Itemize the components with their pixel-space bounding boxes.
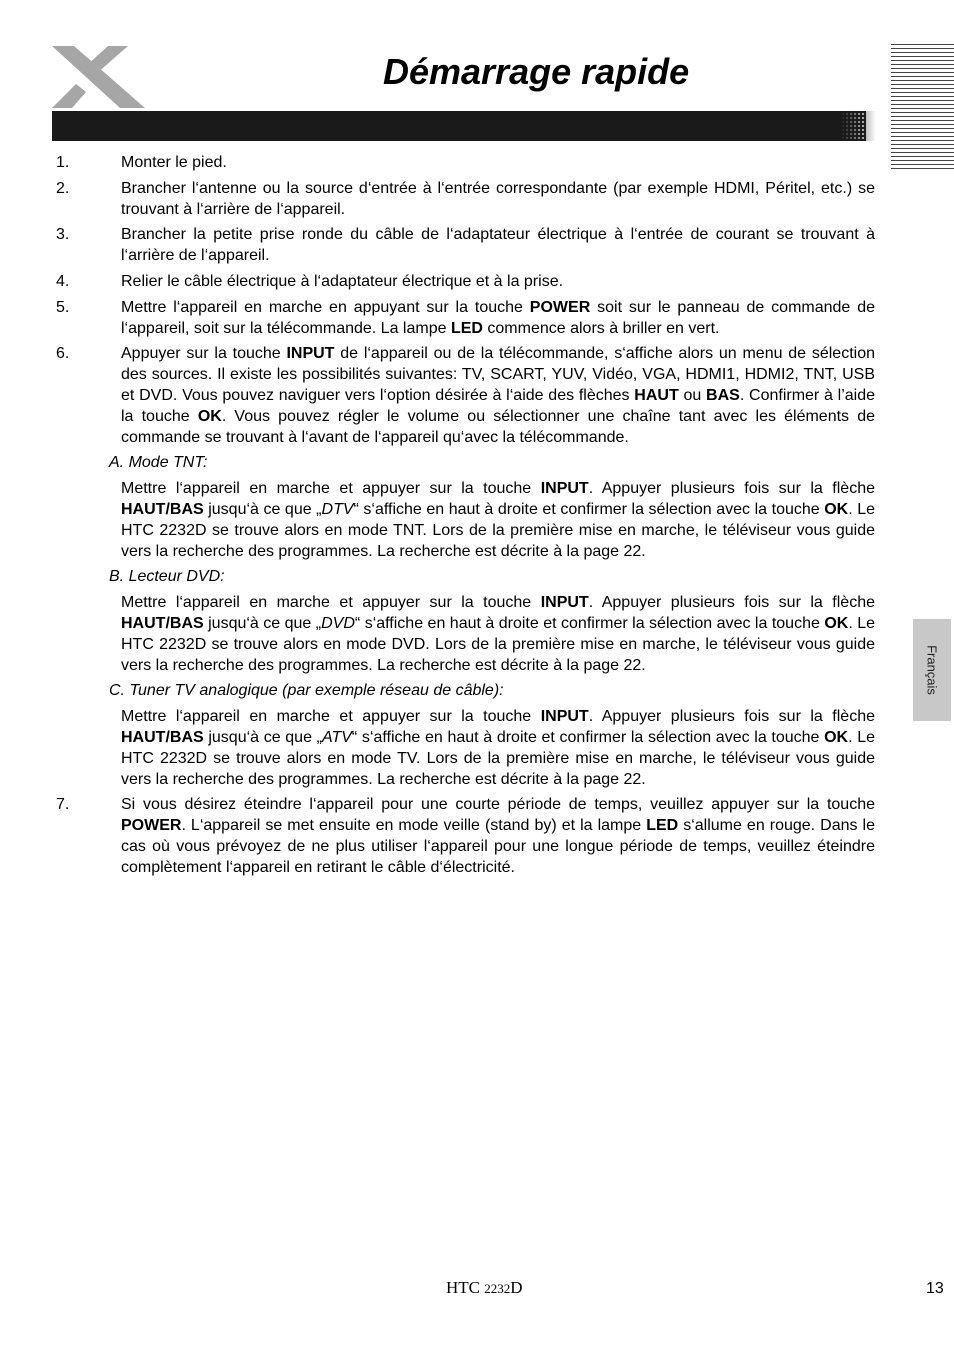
step-text: Monter le pied.	[121, 154, 227, 171]
mode-text-dvd: Mettre l‘appareil en marche et appuyer sur la touche INPUT. Appuyer plusieurs fois sur la flèche HAUT/BAS jusqu‘à ce que „DVD“ s‘affiche en haut à droite et confirmer la sélection avec la touche OK. Le HTC 2232D se trouve alors en mode DVD. Lors de la première mise en marche, le téléviseur vous guide vers la recherche des programmes. La recherche est décrite à la page 22.	[121, 594, 876, 674]
step-4	[56, 272, 875, 293]
step-3	[56, 225, 875, 267]
step-text: Relier le câble électrique à l‘adaptateur électrique et à la prise.	[121, 272, 564, 290]
step-number: 7.	[56, 796, 70, 814]
step-number: 6.	[56, 345, 70, 363]
mode-heading-dvd: B. Lecteur DVD:	[109, 568, 225, 586]
corner-stripes-decoration	[891, 44, 954, 172]
mode-text-tnt: Mettre l‘appareil en marche et appuyer sur la touche INPUT. Appuyer plusieurs fois sur la flèche HAUT/BAS jusqu‘à ce que „DTV“ s‘affiche en haut à droite et confirmer la sélection avec la touche OK. Le HTC 2232D se trouve alors en mode TNT. Lors de la première mise en marche, le téléviseur vous guide vers la recherche des programmes. La recherche est décrite à la page 22.	[121, 480, 876, 560]
step-text: Brancher la petite prise ronde du câble de l‘adaptateur électrique à l‘entrée de courant se trouvant à l‘arrière de l‘appareil.	[121, 226, 875, 265]
step-7	[56, 795, 875, 878]
step-6	[56, 344, 875, 448]
step-2	[56, 179, 875, 221]
page-number: 13	[926, 1280, 944, 1297]
step-number: 3.	[56, 226, 70, 244]
step-number: 5.	[56, 298, 70, 316]
brand-x-logo	[50, 44, 150, 110]
footer-model-name: HTC 2232D	[446, 1278, 523, 1297]
header-bar	[52, 111, 882, 141]
language-tab-label: Français	[924, 645, 940, 695]
step-number: 2.	[56, 179, 70, 197]
step-number: 4.	[56, 272, 70, 290]
language-tab	[913, 619, 951, 721]
mode-heading-analog-tv: C. Tuner TV analogique (par exemple réseau de câble):	[109, 682, 504, 700]
step-text: Brancher l‘antenne ou la source d‘entrée à l‘entrée correspondante (par exemple HDMI, Péritel, etc.) se trouvant à l‘arrière de l‘appareil.	[121, 179, 875, 218]
step-1	[56, 153, 875, 174]
step-text: Appuyer sur la touche INPUT de l‘appareil ou de la télécommande, s‘affiche alors un menu de sélection des sources. Il existe les possibilités suivantes: TV, SCART, YUV, Vidéo, VGA, HDMI1, HDMI2, TNT, USB et DVD. Vous pouvez naviguer vers l‘option désirée à l‘aide des flèches HAUT ou BAS. Confirmer à l’aide la touche OK. Vous pouvez régler le volume ou sélectionner une chaîne tant avec les éléments de commande se trouvant à l‘avant de l‘appareil qu‘avec la télécommande.	[121, 345, 876, 446]
step-text: Mettre l‘appareil en marche en appuyant sur la touche POWER soit sur le panneau de commande de l‘appareil, soit sur la télécommande. La lampe LED commence alors à briller en vert.	[121, 298, 876, 337]
header-bar-dither	[840, 111, 882, 141]
mode-heading-tnt: A. Mode TNT:	[109, 454, 208, 472]
step-5	[56, 298, 875, 340]
step-number: 1.	[56, 154, 70, 171]
page-title: Démarrage rapide	[383, 51, 690, 92]
step-text: Si vous désirez éteindre l‘appareil pour une courte période de temps, veuillez appuyer sur la touche POWER. L‘appareil se met ensuite en mode veille (stand by) et la lampe LED s‘allume en rouge. Dans le cas où vous prévoyez de ne plus utiliser l‘appareil pour une longue période de temps, veuillez éteindre complètement l‘appareil en retirant le câble d‘électricité.	[121, 796, 875, 876]
instructions-list	[56, 153, 875, 884]
mode-text-analog-tv: Mettre l‘appareil en marche et appuyer sur la touche INPUT. Appuyer plusieurs fois sur la flèche HAUT/BAS jusqu‘à ce que „ATV“ s‘affiche en haut à droite et confirmer la sélection avec la touche OK. Le HTC 2232D se trouve alors en mode TV. Lors de la première mise en marche, le téléviseur vous guide vers la recherche des programmes. La recherche est décrite à la page 22.	[121, 708, 876, 788]
